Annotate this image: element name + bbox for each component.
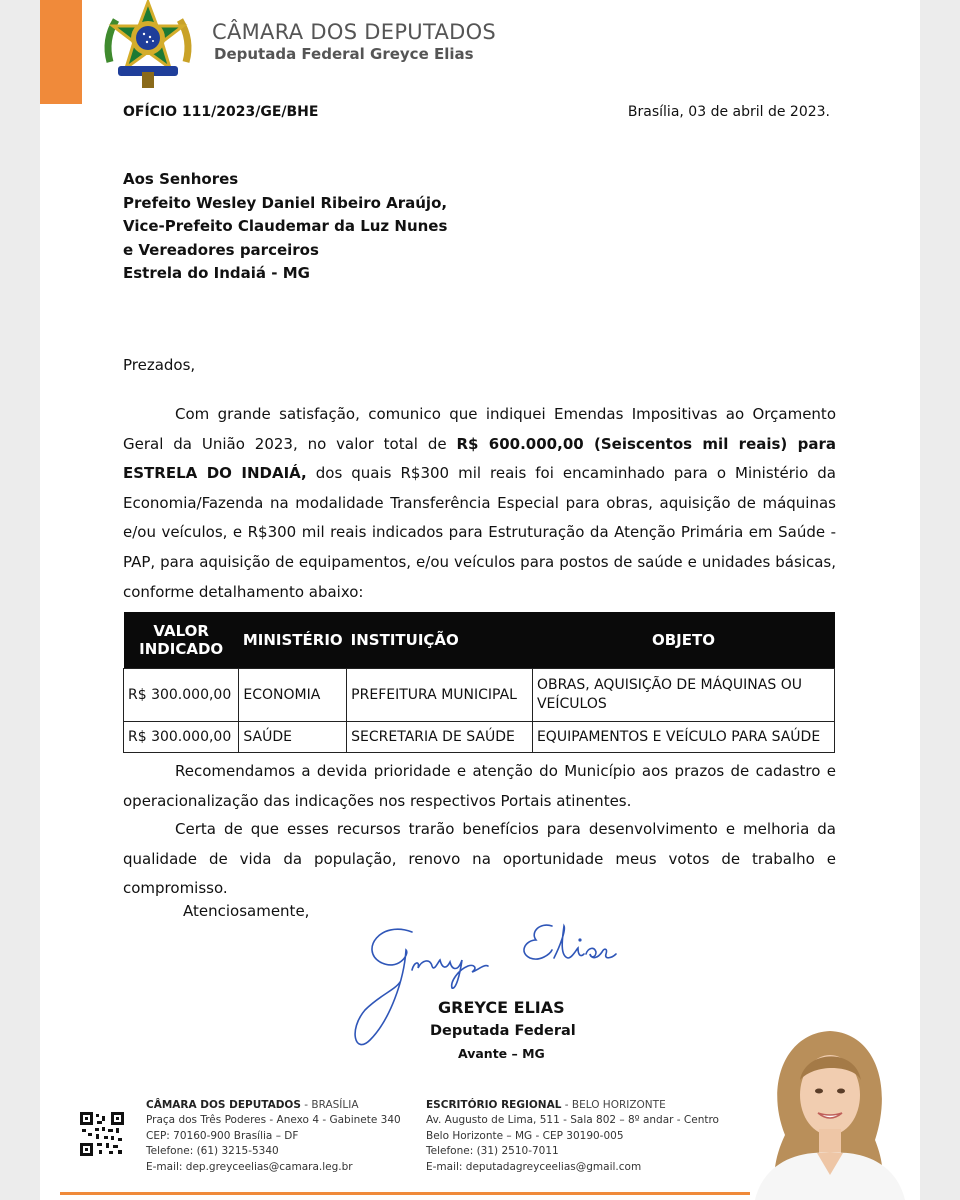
column-header-valor: VALOR INDICADO [124,612,239,669]
signatory-role: Deputada Federal [430,1023,576,1039]
paragraph-bold-amount: R$ 600.000,00 (Seiscentos mil reais) para ESTRELA DO INDAIÁ, [123,434,837,483]
body-paragraph-3: Certa de que esses recursos trarão benefícios para desenvolvimento e melhoria da qualidade de vida da população, renovo na oportunidade meus votos de trabalho e compromisso. [123,820,836,897]
footer-accent-line [60,1192,750,1195]
table-cell: SAÚDE [239,722,347,753]
brazil-coat-of-arms-icon [100,0,196,92]
column-header-instituicao: INSTITUIÇÃO [347,612,533,669]
deputy-name: Deputada Federal Greyce Elias [214,45,474,63]
body-paragraph-2: Recomendamos a devida prioridade e atenção do Município aos prazos de cadastro e operacionalização das indicações nos respectivos Portais atinentes. [123,762,836,810]
footer-heading-subtitle: - BELO HORIZONTE [561,1099,666,1111]
footer-brasilia-office [146,1098,401,1175]
footer-brasilia-heading [146,1098,401,1113]
addressee-block [123,168,447,286]
table-cell: SECRETARIA DE SAÚDE [347,722,533,753]
footer-heading-title: CÂMARA DOS DEPUTADOS [146,1099,301,1111]
table-header-row [124,612,835,669]
signatory-name: GREYCE ELIAS [438,998,565,1017]
table-cell: R$ 300.000,00 [124,669,239,722]
addressee-line: e Vereadores parceiros [123,240,319,259]
deputy-portrait-photo [735,1025,920,1200]
addressee-line: Vice-Prefeito Claudemar da Luz Nunes [123,217,448,235]
table-row [124,722,835,753]
body-paragraph-1 [123,400,836,607]
footer-cep: CEP: 70160-900 Brasília – DF [146,1129,299,1142]
column-header-objeto: OBJETO [532,612,834,669]
paragraph-text: dos quais R$300 mil reais foi encaminhado para o Ministério da Economia/Fazenda na modalidade Transferência Especial para obras, aquisição de máquinas e/ou veículos, e R$300 mil reais indicados para Estruturação da Atenção Primária em Saúde - PAP, para aquisição de equipamentos, e/ou veículos para postos de saúde e unidades básicas, conforme detalhamento abaixo: [123,464,836,601]
paragraph-text: Com grande satisfação, comunico que indiquei Emendas Impositivas ao Orçamento Geral da União 2023, no valor total de [123,405,836,453]
footer-regional-heading [426,1098,719,1113]
table-cell: PREFEITURA MUNICIPAL [347,669,533,722]
closing-salutation: Atenciosamente, [183,902,310,920]
signatory-party: Avante – MG [458,1046,545,1061]
footer-email: E-mail: deputadagreyceelias@gmail.com [426,1160,642,1173]
addressee-line: Estrela do Indaiá - MG [123,264,310,282]
footer-regional-office [426,1098,719,1175]
footer-heading-subtitle: - BRASÍLIA [300,1099,359,1111]
addressee-line: Aos Senhores [123,170,239,188]
table-cell: R$ 300.000,00 [124,722,239,753]
amendments-table [123,612,835,753]
document-reference: OFÍCIO 111/2023/GE/BHE [123,104,319,120]
footer-email: E-mail: dep.greyceelias@camara.leg.br [146,1160,353,1173]
document-date: Brasília, 03 de abril de 2023. [627,104,830,120]
footer-address: Av. Augusto de Lima, 511 - Sala 802 – 8º andar - Centro [426,1114,719,1127]
footer-heading-title: ESCRITÓRIO REGIONAL [426,1099,562,1111]
footer-address: Praça dos Três Poderes - Anexo 4 - Gabinete 340 [146,1114,401,1127]
addressee-line: Prefeito Wesley Daniel Ribeiro Araújo, [123,193,448,212]
table-row [124,669,835,722]
greeting: Prezados, [123,356,196,374]
table-cell: OBRAS, AQUISIÇÃO DE MÁQUINAS OU VEÍCULOS [532,669,834,722]
footer-cep: Belo Horizonte – MG - CEP 30190-005 [426,1129,624,1142]
footer-phone: Telefone: (61) 3215-5340 [146,1145,279,1158]
table-cell: EQUIPAMENTOS E VEÍCULO PARA SAÚDE [532,722,834,753]
footer-phone: Telefone: (31) 2510-7011 [426,1145,559,1158]
table-cell: ECONOMIA [239,669,347,722]
house-name: CÂMARA DOS DEPUTADOS [212,20,497,44]
column-header-ministerio: MINISTÉRIO [239,612,347,669]
header-accent-bar [40,0,82,104]
qr-code-icon [80,1112,124,1156]
